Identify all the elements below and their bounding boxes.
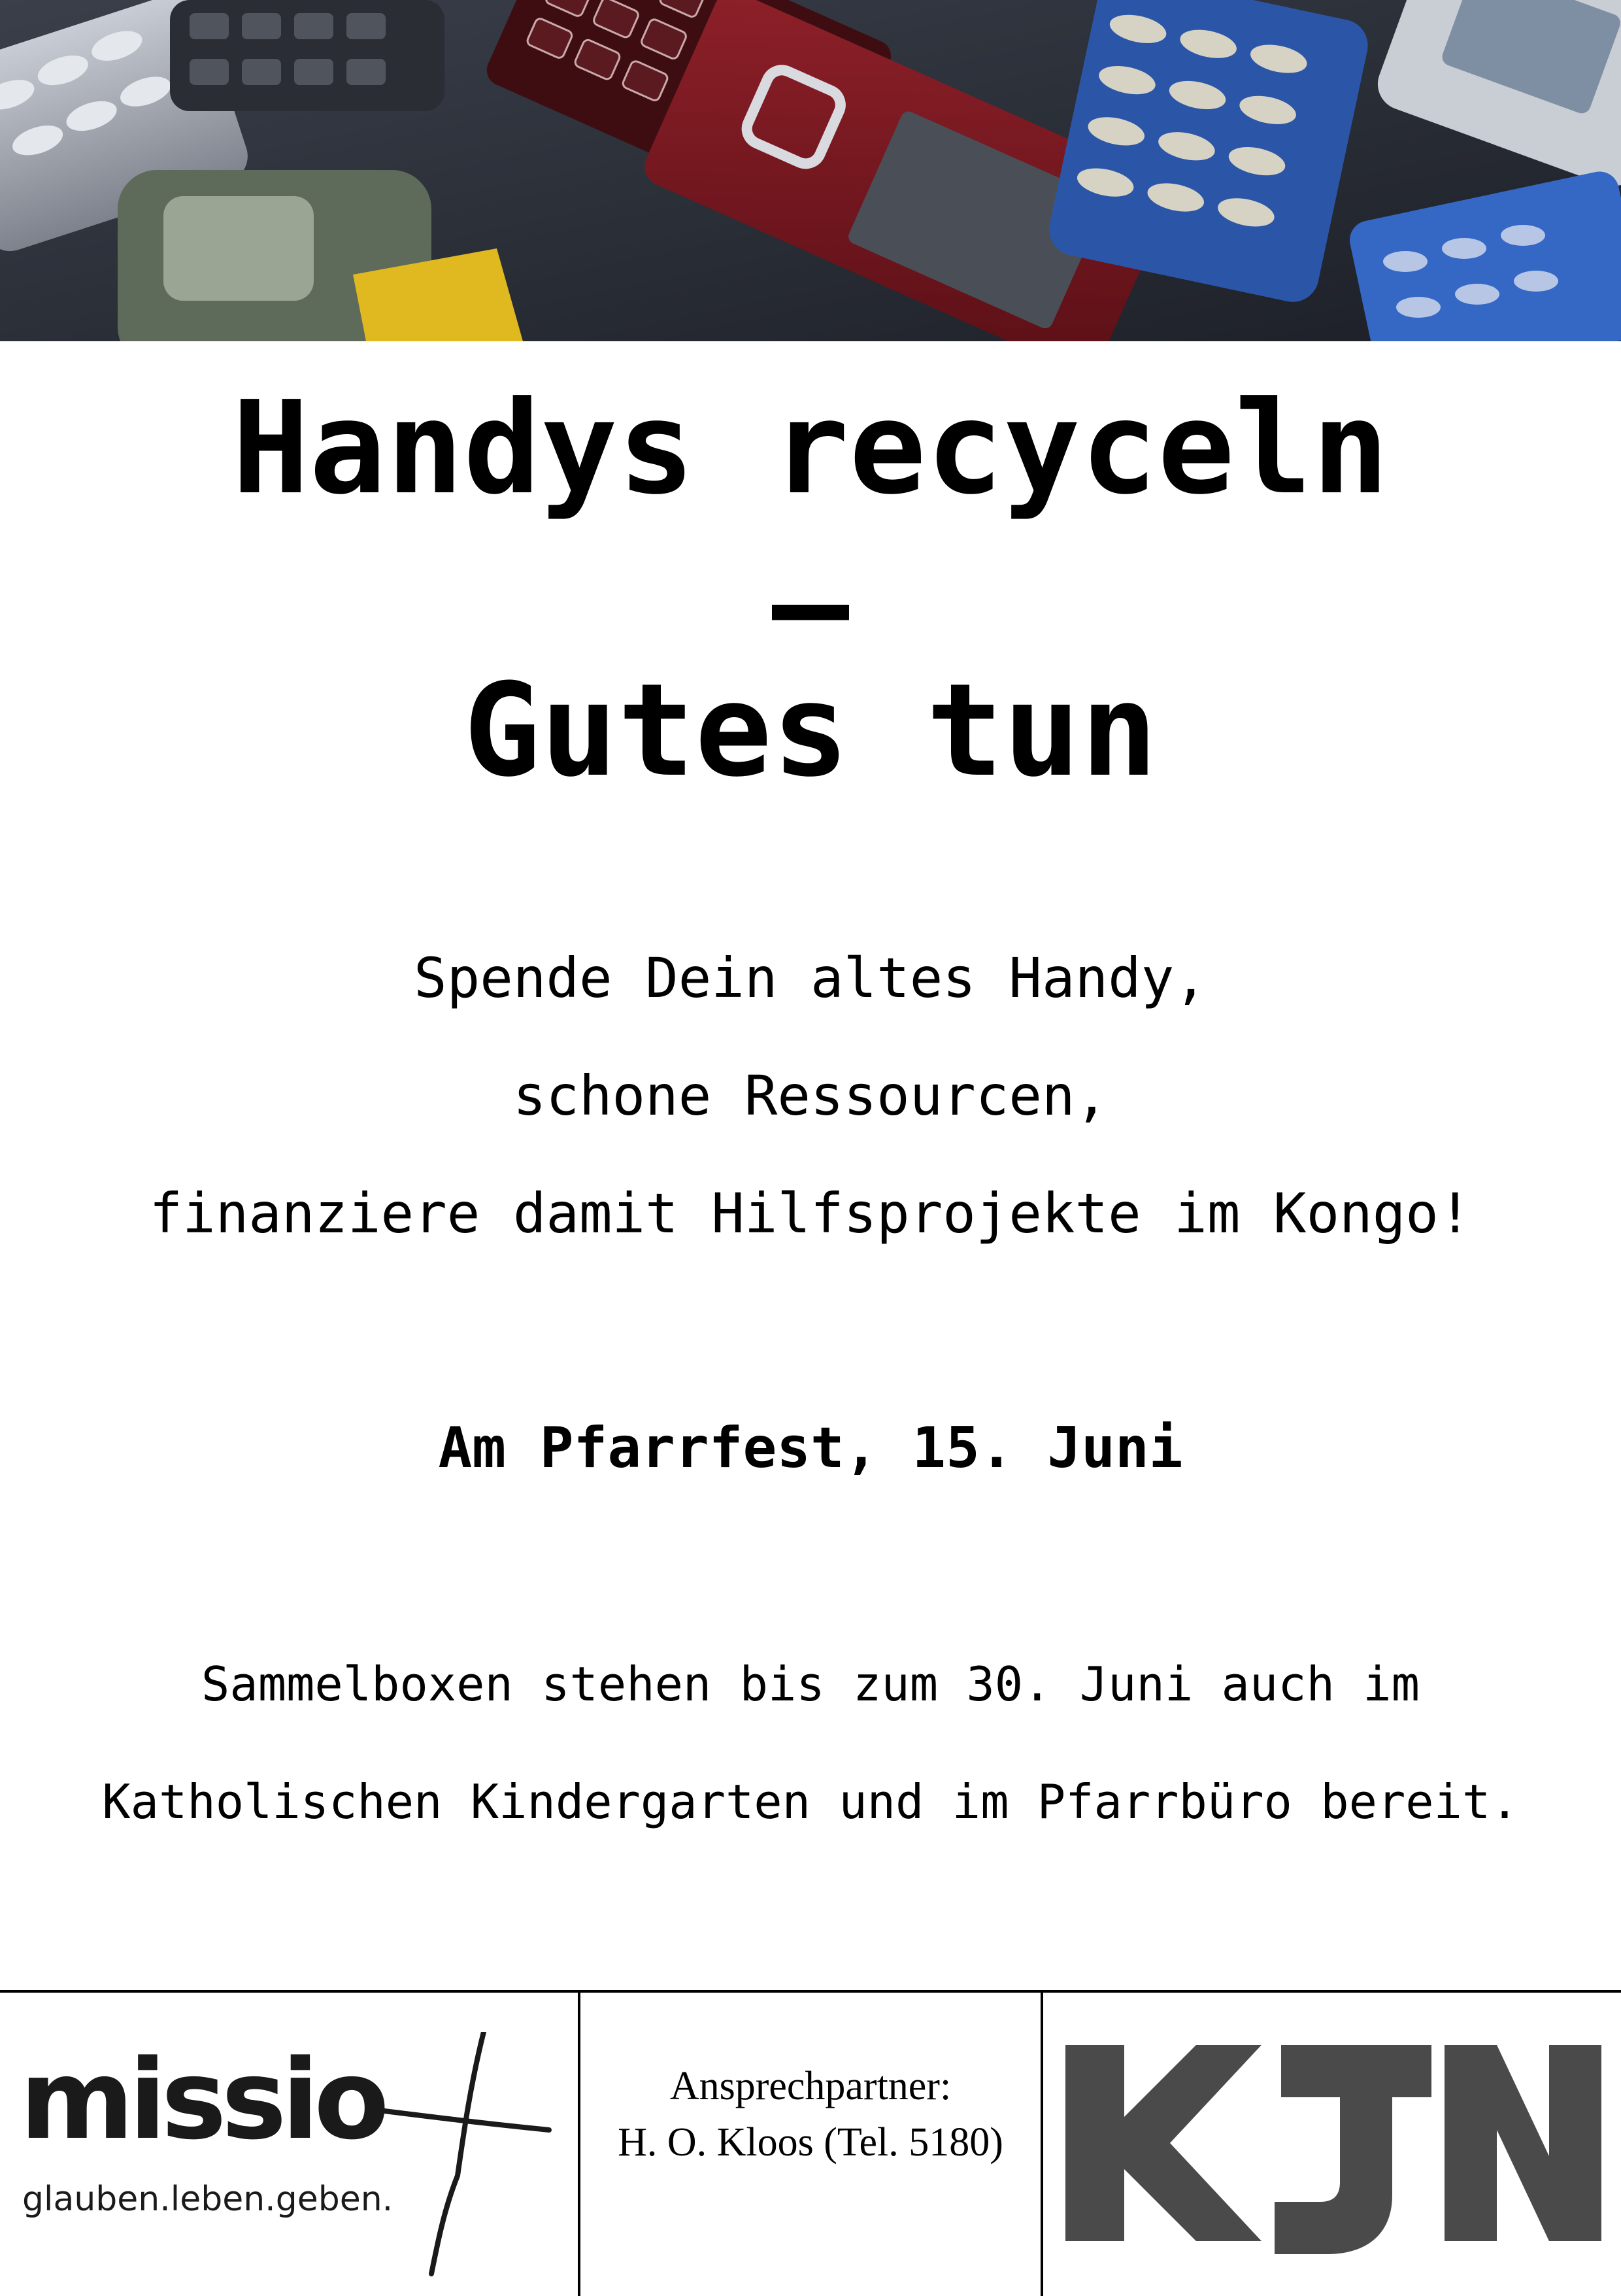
cross-icon [13,2032,562,2280]
missio-logo [13,2032,562,2280]
title-line-2: Gutes tun [463,656,1158,805]
missio-wordmark: missio [20,2036,384,2164]
contact-label: Ansprechpartner: [669,2064,952,2108]
note-line-2: Katholischen Kindergarten und im Pfarrbüro bereit. [102,1774,1519,1829]
title-line-1: Handys recyceln [231,374,1390,523]
footer-divider [1041,1993,1043,2296]
footer-table [0,1990,1621,2293]
header-phones-photo [0,0,1621,341]
contact-person: H. O. Kloos (Tel. 5180) [618,2120,1003,2165]
body-line-2: schone Ressourcen, [512,1064,1109,1128]
note-line-1: Sammelboxen stehen bis zum 30. Juni auch im [201,1657,1420,1712]
body-line-3: finanziere damit Hilfsprojekte im Kongo! [149,1181,1472,1245]
kjn-logo [1065,2045,1601,2261]
missio-tagline: glauben.leben.geben. [22,2180,393,2219]
contact-box [580,2058,1041,2170]
event-date: Am Pfarrfest, 15. Juni [438,1415,1183,1481]
body-line-1: Spende Dein altes Handy, [414,946,1207,1010]
title-dash: – [771,530,849,679]
